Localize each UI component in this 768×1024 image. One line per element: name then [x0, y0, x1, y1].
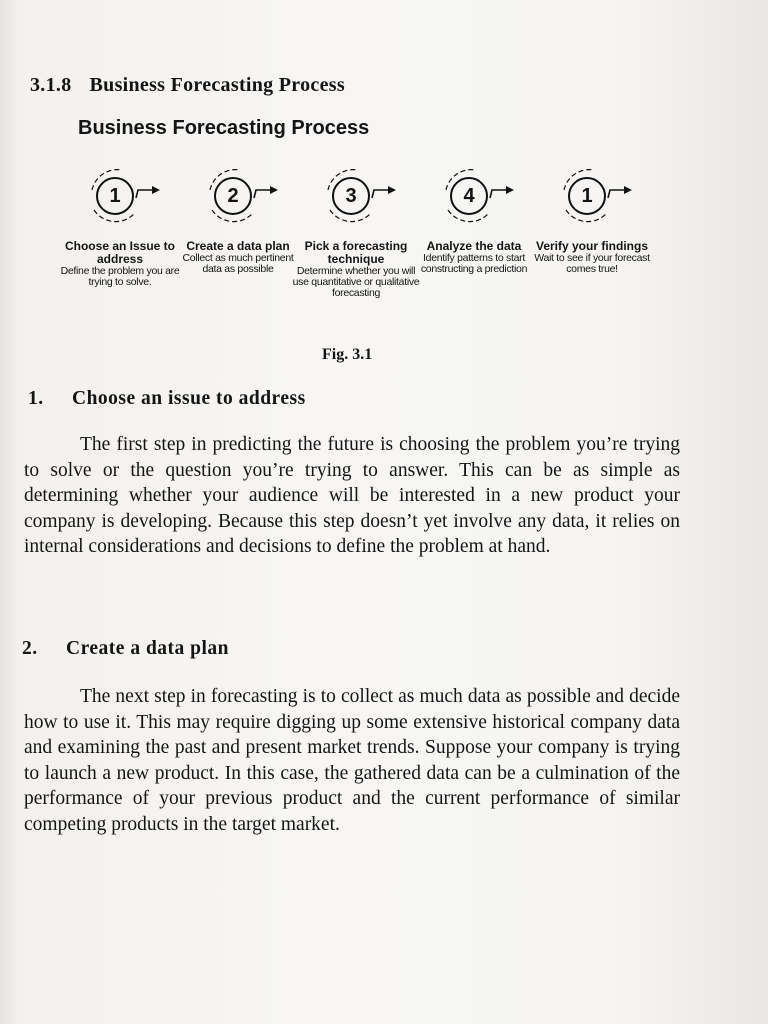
process-step [178, 160, 298, 275]
step-title: Pick a forecasting technique [304, 239, 408, 266]
step-description: Define the problem you are trying to solve. [60, 265, 180, 288]
section-title: Business Forecasting Process [89, 74, 345, 96]
subsection-heading [28, 388, 306, 410]
process-step [292, 160, 420, 299]
step-description: Identify patterns to start constructing a prediction [420, 252, 528, 275]
cycle-arrow-icon [200, 160, 300, 240]
process-step [532, 160, 652, 275]
body-paragraph [24, 432, 680, 560]
step-description: Determine whether you will use quantitative or qualitative forecasting [292, 265, 420, 299]
step-number: 3 [345, 185, 357, 207]
figure-title: Business Forecasting Process [78, 117, 370, 139]
step-title: Create a data plan [186, 239, 290, 253]
step-circle [82, 160, 152, 238]
process-diagram [60, 160, 660, 330]
paragraph-text: The first step in predicting the future is choosing the problem you’re trying to solve or the question you’re trying to answer. This can be as simple as determining whether your audience will be interested in a new product your company is developing. Because this step doesn’t yet involve any data, it relies on internal considerations and decisions to define the problem at hand. [24, 434, 680, 557]
step-circle [436, 160, 506, 238]
step-title: Verify your findings [535, 239, 649, 253]
cycle-arrow-icon [554, 160, 654, 240]
subsection-number: 2. [22, 638, 38, 659]
cycle-arrow-icon [436, 160, 536, 240]
step-circle [318, 160, 388, 238]
subsection-title: Choose an issue to address [72, 388, 306, 409]
cycle-arrow-icon [318, 160, 418, 240]
paragraph-text: The next step in forecasting is to collect as much data as possible and decide how to use it. This may require digging up some extensive historical company data and examining the past and present market trends. Suppose your company is trying to launch a new product. In this case, the gathered data can be a culmination of the performance of your previous product and the current performance of similar competing products in the target market. [24, 686, 680, 835]
step-circle [554, 160, 624, 238]
body-paragraph [24, 684, 680, 837]
subsection-number: 1. [28, 388, 44, 409]
step-number: 4 [463, 185, 475, 207]
figure-caption: Fig. 3.1 [322, 346, 373, 363]
subsection-title: Create a data plan [66, 638, 230, 659]
step-number: 1 [109, 185, 121, 207]
step-description: Collect as much pertinent data as possible [182, 252, 294, 275]
step-title: Analyze the data [426, 239, 522, 253]
step-number: 2 [227, 185, 239, 207]
cycle-arrow-icon [82, 160, 182, 240]
section-number: 3.1.8 [30, 74, 72, 96]
step-circle [200, 160, 270, 238]
process-step [414, 160, 534, 275]
section-heading [30, 74, 345, 97]
subsection-heading [22, 638, 229, 660]
step-number: 1 [581, 185, 593, 207]
step-description: Wait to see if your forecast comes true! [534, 252, 650, 275]
step-title: Choose an Issue to address [64, 239, 176, 266]
process-step [60, 160, 180, 288]
page-edge [0, 0, 18, 1024]
